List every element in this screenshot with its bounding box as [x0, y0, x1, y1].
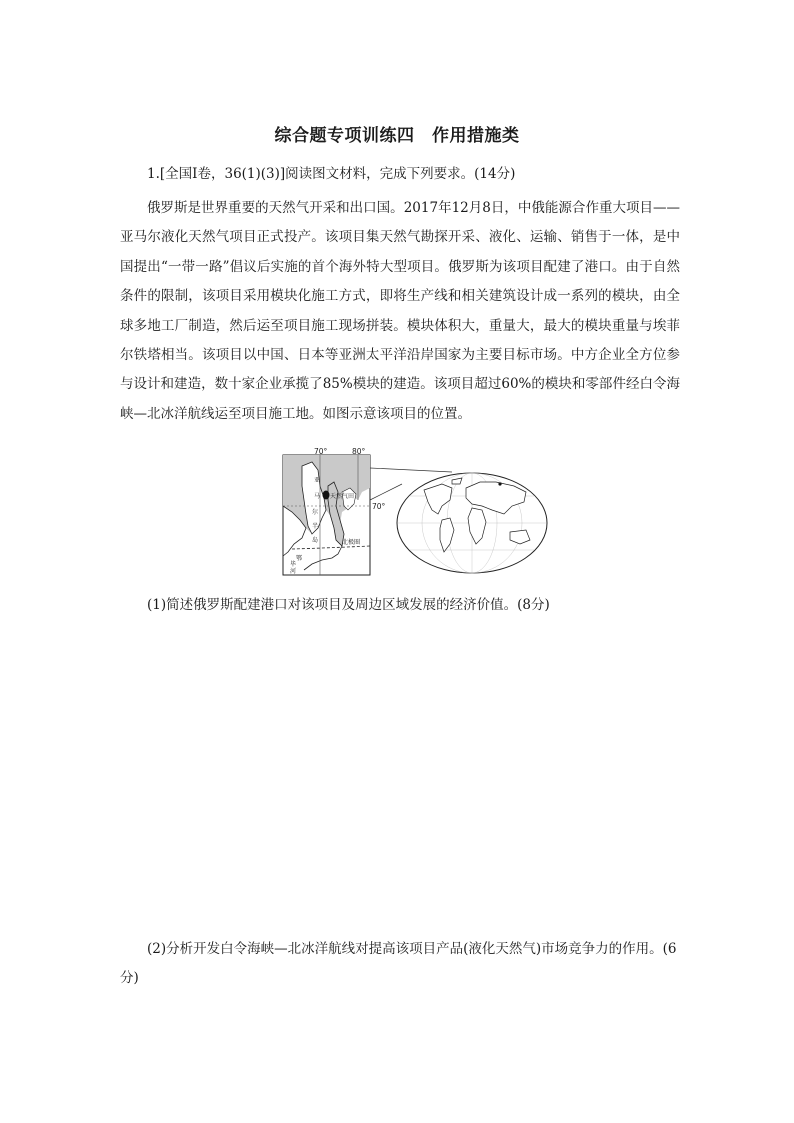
- connector-line-bottom: [370, 484, 402, 500]
- yamal-char-3: 尔: [312, 509, 319, 516]
- lon-70-label: 70°: [314, 448, 328, 456]
- yamal-char-1: 亚: [314, 477, 321, 484]
- river-char-3: 河: [290, 568, 297, 575]
- connector-line-top: [370, 468, 452, 472]
- regional-map: [283, 448, 386, 575]
- location-map: [282, 448, 552, 578]
- river-char-2: 毕: [290, 561, 297, 568]
- question-material: 俄罗斯是世界重要的天然气开采和出口国。2017年12月8日，中俄能源合作重大项目——亚马尔液化天然气项目正式投产。该项目集天然气勘探开采、液化、运输、销售于一体，是中国提出“一带一路”倡议后实施的首个海外特大型项目。俄罗斯为该项目配建了港口。由于自然条件的限制，该项目采用模块化施工方式，即将生产线和相关建筑设计成一系列的模块，由全球多地工厂制造，然后运至项目施工现场拼装。模块体积大，重量大，最大的模块重量与埃菲尔铁塔相当。该项目以中国、日本等亚洲太平洋沿岸国家为主要目标市场。中方企业全方位参与设计和建造，数十家企业承揽了85%模块的建造。该项目超过60%的模块和零部件经白令海峡—北冰洋航线运至项目施工地。如图示意该项目的位置。: [120, 200, 680, 422]
- arctic-circle-label: 北极圈: [342, 539, 361, 546]
- project-location-marker: [323, 491, 330, 500]
- yamal-char-2: 马: [314, 493, 321, 500]
- river-char-1: 鄂: [296, 555, 303, 562]
- question-header: 1.[全国Ⅰ卷，36(1)(3)]阅读图文材料，完成下列要求。(14分): [147, 166, 516, 182]
- sub-question-1: (1)简述俄罗斯配建港口对该项目及周边区域发展的经济价值。(8分): [147, 597, 550, 613]
- world-map: [397, 473, 547, 573]
- lat-70-label: 70°: [372, 502, 386, 511]
- location-figure: [282, 448, 552, 578]
- lon-80-label: 80°: [352, 448, 366, 456]
- sub-question-2: (2)分析开发白令海峡—北冰洋航线对提高该项目产品(液化天然气)市场竞争力的作用。(6分): [120, 941, 677, 986]
- yamal-char-5: 岛: [312, 537, 319, 544]
- page-title: 综合题专项训练四 作用措施类: [274, 126, 520, 146]
- world-map-project-marker: [498, 482, 501, 485]
- gasfield-label: 天然气田: [330, 493, 355, 500]
- yamal-char-4: 半: [312, 523, 319, 530]
